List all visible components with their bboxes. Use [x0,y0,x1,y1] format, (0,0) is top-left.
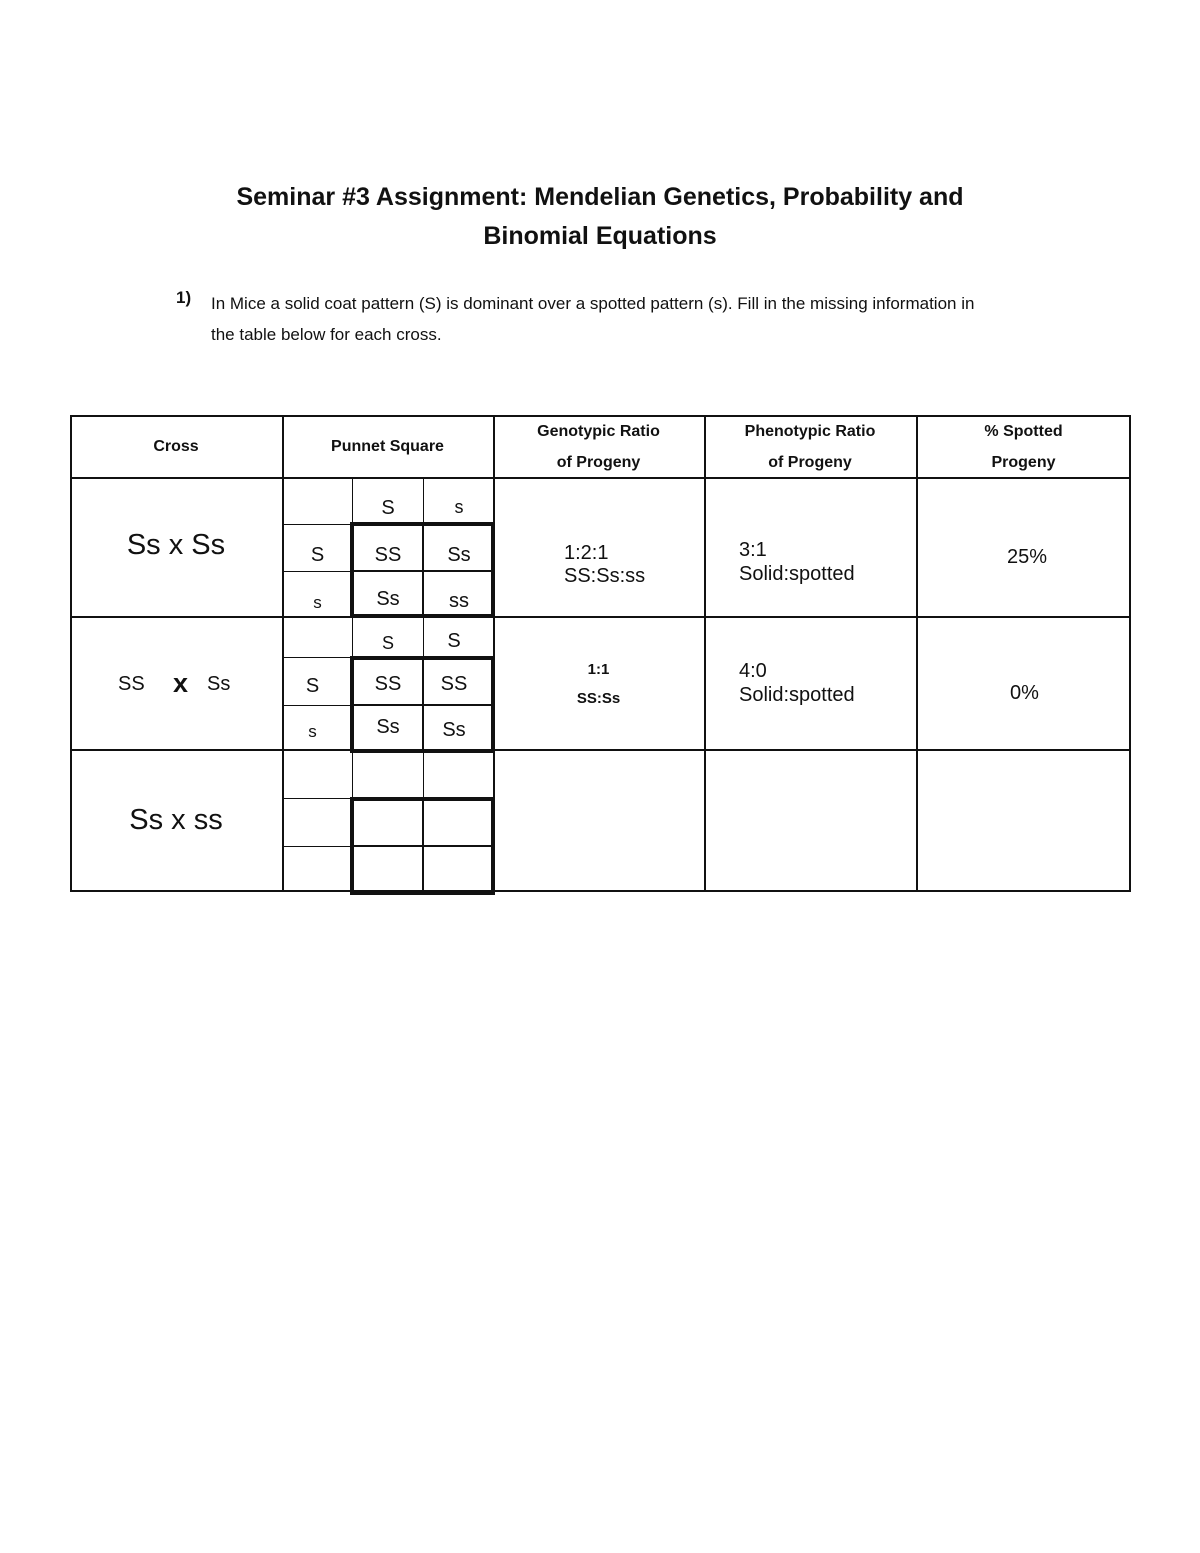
punnet-2-cell-1-1: SS [374,673,402,695]
row-1-divider [70,616,1131,618]
punnet-2-cell-2-1: Ss [376,716,400,738]
punnet-1-cell-2-1: Ss [376,588,400,610]
punnet-1-top-allele-2: s [454,497,464,517]
punnet-1-left-allele-1: S [310,544,325,566]
punnet-1-left-allele-2: s [313,593,322,612]
punnet-2-left-allele-2: s [308,722,317,741]
question-text: In Mice a solid coat pattern (S) is dominant over a spotted pattern (s). Fill in the missing information in the table below for each cross. [211,294,975,344]
header-genotypic-line-1: Genotypic Ratio [537,423,660,440]
row-2-divider [70,749,1131,751]
title-line-1: Seminar #3 Assignment: Mendelian Genetics, Probability and [236,183,964,211]
row-2-cross-x: x [173,668,189,698]
question-number: 1) [176,288,192,307]
header-spotted-line-1: % Spotted [984,423,1063,440]
row-1-cross: Ss x Ss [126,529,226,561]
column-divider-3 [704,415,706,892]
header-phenotypic-line-1: Phenotypic Ratio [744,423,876,440]
punnet-2-top-allele-1: S [381,633,394,653]
punnet-1-top-allele-1: S [381,497,395,519]
row-1-genotypic-labels: SS:Ss:ss [564,565,646,587]
column-divider-4 [916,415,918,892]
punnet-1-inner-line [352,570,493,572]
punnet-2-left-allele-1: S [305,675,320,697]
header-genotypic-line-2: of Progeny [556,454,641,471]
column-divider-1 [282,415,284,892]
header-phenotypic-line-2: of Progeny [768,454,852,471]
punnet-1-cell-1-2: Ss [447,544,471,566]
punnet-2-cell-2-2: Ss [442,719,466,741]
row-1-phenotypic-labels: Solid:spotted [739,563,855,585]
punnet-2-cell-1-2: SS [440,673,468,695]
punnet-1-cell-1-1: SS [374,544,402,566]
punnet-2-top-allele-2: S [447,630,461,652]
row-2-phenotypic-ratio: 4:0 [739,660,767,682]
row-2-cross-parent-2: Ss [207,673,231,695]
row-1-genotypic-ratio: 1:2:1 [564,542,609,564]
header-punnet-square: Punnet Square [331,438,444,455]
row-2-percent-spotted: 0% [1010,682,1039,704]
punnet-3-inner-line [352,845,493,847]
row-3-cross: Ss x ss [129,804,223,836]
row-2-phenotypic-labels: Solid:spotted [739,684,855,706]
row-1-phenotypic-ratio: 3:1 [739,539,767,561]
header-spotted-line-2: Progeny [991,454,1056,471]
row-2-genotypic-ratio: 1:1 [587,661,610,678]
row-2-genotypic-labels: SS:Ss [576,690,621,707]
punnet-1-cell-2-2: ss [449,590,469,612]
row-1-percent-spotted: 25% [1007,546,1048,568]
row-2-cross-parent-1: SS [118,673,145,695]
punnet-2-inner-line [352,704,493,706]
header-cross: Cross [153,438,199,455]
title-line-2: Binomial Equations [483,222,717,250]
